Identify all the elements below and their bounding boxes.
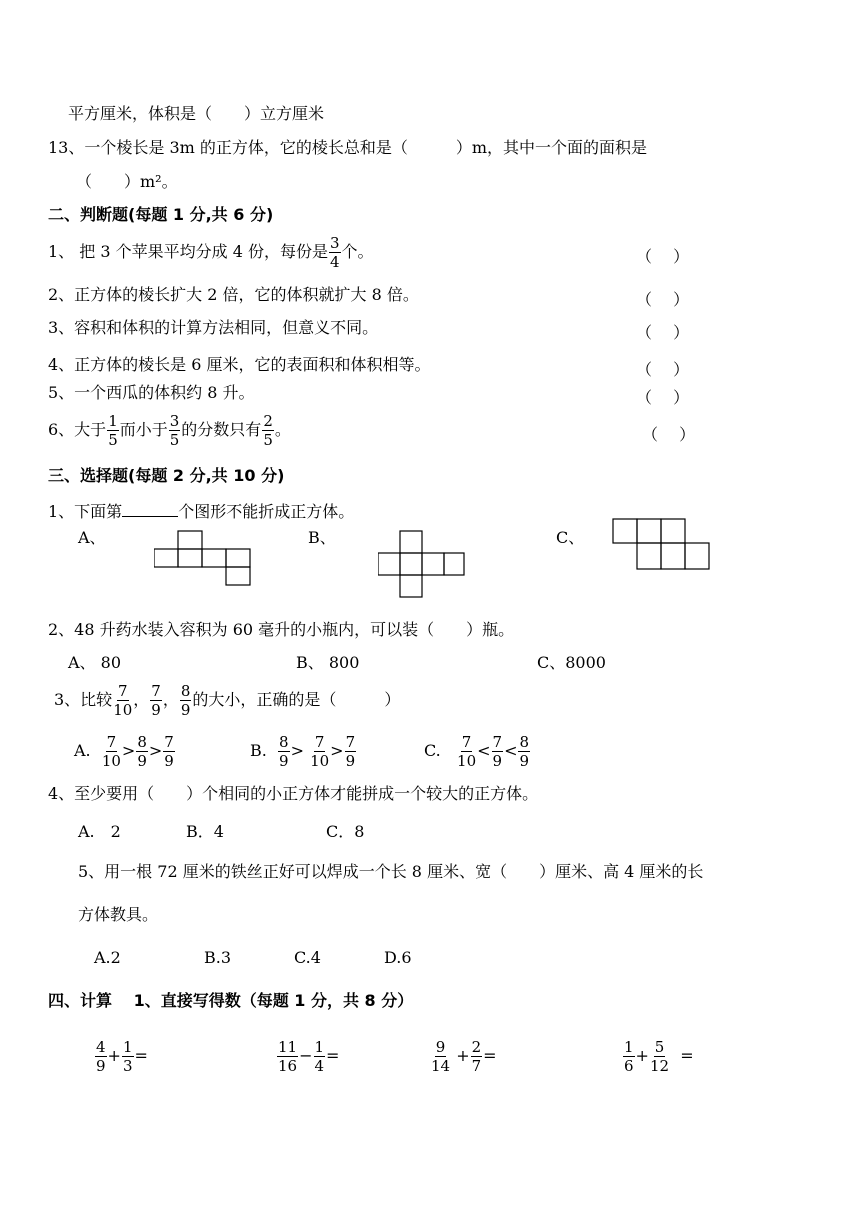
judge-q5: 5、一个西瓜的体积约 8 升。: [48, 383, 255, 402]
choice-q3-option-a: A. $\frac{7}{10}$ > $\frac{8}{9}$ > $\frac{7}{9}$: [74, 732, 174, 770]
choice-q5-option-a: A.2: [94, 948, 121, 967]
calc-expression-4: $\frac{1}{6}$ + $\frac{5}{12}$ =: [624, 1037, 694, 1075]
choice-q2-option-b: B、 800: [296, 653, 360, 672]
choice-q1: 1、下面第 个图形不能折成正方体。: [48, 502, 355, 521]
calc-expression-3: $\frac{9}{14}$ + $\frac{2}{7}$ =: [431, 1037, 497, 1075]
section2-title: 二、判断题(每题 1 分,共 6 分): [48, 205, 274, 224]
judge-q4-answer[interactable]: （ ）: [636, 360, 690, 379]
choice-q3-option-c: C. $\frac{7}{10}$ < $\frac{7}{9}$ < $\frac{8}{9}$: [424, 732, 530, 770]
choice-q1-option-c: C、: [556, 528, 585, 547]
judge-q3-answer[interactable]: （ ）: [636, 323, 690, 342]
choice-q3: 3、比较 $\frac{7}{10}$ ， $\frac{7}{9}$ ， $\frac{8}{9}$ 的大小，正确的是（ ）: [54, 681, 401, 719]
choice-q1-option-a: A、: [78, 528, 106, 547]
choice-q4-option-c: C．8: [326, 822, 365, 841]
judge-q1-answer[interactable]: （ ）: [636, 247, 690, 266]
q12-continuation: 平方厘米，体积是（ ）立方厘米: [68, 104, 325, 123]
fraction: $\frac{3}{4}$: [329, 233, 340, 271]
q13-line1: 13、一个棱长是 3m 的正方体，它的棱长总和是（ ）m，其中一个面的面积是: [48, 138, 648, 157]
fraction: $\frac{2}{5}$: [263, 411, 273, 449]
calc-expression-1: $\frac{4}{9}$ + $\frac{1}{3}$ =: [96, 1037, 148, 1075]
fraction: $\frac{8}{9}$: [180, 681, 191, 719]
cube-net-c: [612, 518, 712, 572]
section4-title: 四、计算 1、直接写得数（每题 1 分，共 8 分）: [48, 991, 414, 1010]
answer-blank[interactable]: [122, 502, 178, 517]
choice-q2: 2、48 升药水装入容积为 60 毫升的小瓶内，可以装（ ）瓶。: [48, 620, 515, 639]
judge-q1: 1、 把 3 个苹果平均分成 4 份，每份是 $\frac{3}{4}$ 个。: [48, 233, 374, 271]
choice-q5-line1: 5、用一根 72 厘米的铁丝正好可以焊成一个长 8 厘米、宽（ ）厘米、高 4 厘米的长: [78, 862, 704, 881]
cube-net-a: [154, 530, 254, 586]
choice-q5-option-d: D.6: [384, 948, 412, 967]
judge-q5-answer[interactable]: （ ）: [636, 388, 690, 407]
judge-q2: 2、正方体的棱长扩大 2 倍，它的体积就扩大 8 倍。: [48, 285, 419, 304]
judge-q2-answer[interactable]: （ ）: [636, 290, 690, 309]
section3-title: 三、选择题(每题 2 分,共 10 分): [48, 466, 285, 485]
choice-q2-option-c: C、8000: [537, 653, 606, 672]
choice-q5-line2: 方体教具。: [78, 905, 159, 924]
choice-q5-option-c: C.4: [294, 948, 321, 967]
fraction: $\frac{1}{5}$: [108, 411, 118, 449]
choice-q4: 4、至少要用（ ）个相同的小正方体才能拼成一个较大的正方体。: [48, 784, 539, 803]
fraction: $\frac{3}{5}$: [169, 411, 180, 449]
choice-q1-option-b: B、: [308, 528, 336, 547]
fraction: $\frac{7}{9}$: [151, 681, 161, 719]
q13-line2: （ ）m²。: [76, 172, 178, 191]
judge-q1-text: 1、 把 3 个苹果平均分成 4 份，每份是: [48, 242, 328, 261]
fraction: $\frac{7}{10}$: [113, 681, 133, 719]
choice-q4-option-a: A. 2: [78, 822, 121, 841]
calc-expression-2: $\frac{11}{16}$ − $\frac{1}{4}$ =: [278, 1037, 340, 1075]
choice-q4-option-b: B．4: [186, 822, 224, 841]
judge-q6-answer[interactable]: （ ）: [642, 425, 696, 444]
choice-q5-option-b: B.3: [204, 948, 232, 967]
choice-q2-option-a: A、 80: [68, 653, 122, 672]
choice-q3-option-b: B. $\frac{8}{9}$ > $\frac{7}{10}$ > $\frac{7}{9}$: [250, 732, 356, 770]
cube-net-b: [378, 530, 466, 598]
judge-q4: 4、正方体的棱长是 6 厘米，它的表面积和体积相等。: [48, 355, 431, 374]
judge-q3: 3、容积和体积的计算方法相同，但意义不同。: [48, 318, 379, 337]
judge-q6: 6、大于 $\frac{1}{5}$ 而小于 $\frac{3}{5}$ 的分数只有 $\frac{2}{5}$ 。: [48, 411, 291, 449]
